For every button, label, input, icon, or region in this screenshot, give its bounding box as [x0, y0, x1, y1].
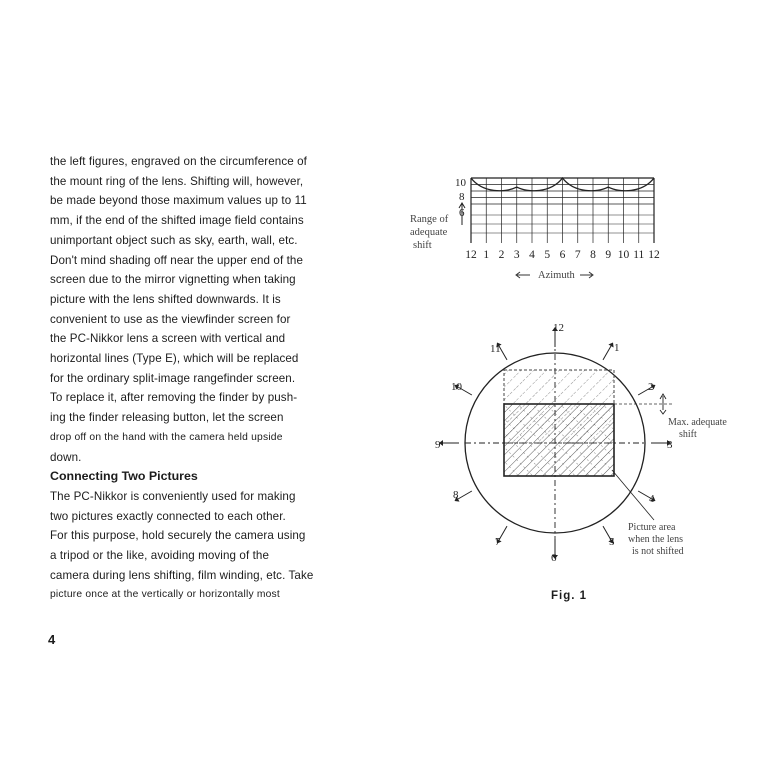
page-number: 4: [48, 632, 56, 647]
section-heading: Connecting Two Pictures: [50, 469, 198, 484]
text-line: camera during lens shifting, film winding, etc. Take: [50, 568, 314, 582]
text-line: screen due to the mirror vignetting when taking: [50, 273, 296, 287]
hour-label: 6: [551, 552, 557, 564]
text-line: two pictures exactly connected to each other.: [50, 509, 286, 523]
text-line: convenient to use as the viewfinder screen for: [50, 312, 291, 326]
text-line: horizontal lines (Type E), which will be replaced: [50, 352, 299, 366]
x-tick-label: 5: [544, 249, 551, 261]
text-line: For this purpose, hold securely the camera using: [50, 529, 306, 543]
text-line: the mount ring of the lens. Shifting will, however,: [50, 174, 304, 188]
hour-label: 5: [609, 536, 615, 548]
x-tick-label: 9: [605, 249, 612, 261]
x-tick-label: 6: [559, 249, 566, 261]
hour-label: 4: [649, 493, 655, 505]
picture-area-label: Picture area: [628, 522, 676, 533]
text-line: a tripod or the like, avoiding moving of the: [50, 549, 270, 563]
x-tick-label: 10: [617, 249, 630, 261]
y-tick-label: 10: [455, 177, 466, 189]
picture-area-label: is not shifted: [632, 546, 684, 557]
graph-grid: [471, 178, 654, 243]
text-line: the PC-Nikkor lens a screen with vertical and: [50, 332, 286, 346]
x-axis-title: Azimuth: [538, 270, 575, 281]
x-tick-label: 7: [574, 249, 581, 261]
lens-dial-diagram: [435, 322, 727, 564]
range-label: adequate: [410, 227, 448, 238]
graph-x-labels: [465, 249, 660, 261]
y-tick-label: 6: [459, 207, 465, 219]
hour-label: 12: [553, 322, 564, 334]
text-line: The PC-Nikkor is conveniently used for making: [50, 489, 296, 503]
dial-arrow: [603, 346, 611, 360]
hour-label: 9: [435, 439, 441, 451]
range-label: Range of: [410, 214, 449, 225]
text-line: Don't mind shading off near the upper end of the: [50, 253, 304, 267]
x-tick-label: 4: [529, 249, 535, 261]
hour-label: 3: [667, 439, 673, 451]
max-shift-label: shift: [679, 429, 697, 440]
y-tick-label: 8: [459, 191, 465, 203]
x-tick-label: 1: [483, 249, 490, 261]
text-line: picture with the lens shifted downwards. It is: [50, 292, 281, 306]
hour-label: 8: [453, 489, 459, 501]
x-tick-label: 2: [498, 249, 505, 261]
hour-label: 7: [495, 536, 501, 548]
max-shift-label: Max. adequate: [668, 417, 727, 428]
range-label: shift: [413, 240, 432, 251]
text-line: be made beyond those maximum values up to 11: [50, 194, 307, 208]
text-line: To replace it, after removing the finder by push-: [50, 391, 298, 405]
x-tick-label: 12: [465, 249, 477, 261]
hour-label: 2: [648, 381, 654, 393]
shift-range-graph: [410, 177, 660, 281]
text-line: picture once at the vertically or horizontally most: [50, 589, 280, 601]
text-line: mm, if the end of the shifted image field contains: [50, 214, 304, 228]
x-tick-label: 3: [513, 249, 520, 261]
text-line: for the ordinary split-image rangefinder screen.: [50, 371, 296, 385]
text-line: ing the finder releasing button, let the screen: [50, 411, 284, 425]
text-line: drop off on the hand with the camera held upside: [50, 431, 283, 443]
text-line: the left figures, engraved on the circumference of: [50, 155, 307, 168]
text-line: down.: [50, 450, 82, 464]
hour-label: 10: [451, 381, 462, 393]
picture-area-leader: [612, 470, 654, 520]
picture-area-label: when the lens: [628, 534, 683, 545]
text-line: unimportant object such as sky, earth, wall, etc.: [50, 233, 298, 247]
figure-caption: Fig. 1: [551, 590, 588, 602]
dial-arrow: [458, 491, 472, 499]
hour-label: 11: [490, 343, 501, 355]
x-tick-label: 11: [633, 249, 645, 261]
x-tick-label: 8: [590, 249, 596, 261]
x-tick-label: 12: [648, 249, 660, 261]
hour-label: 1: [614, 342, 620, 354]
